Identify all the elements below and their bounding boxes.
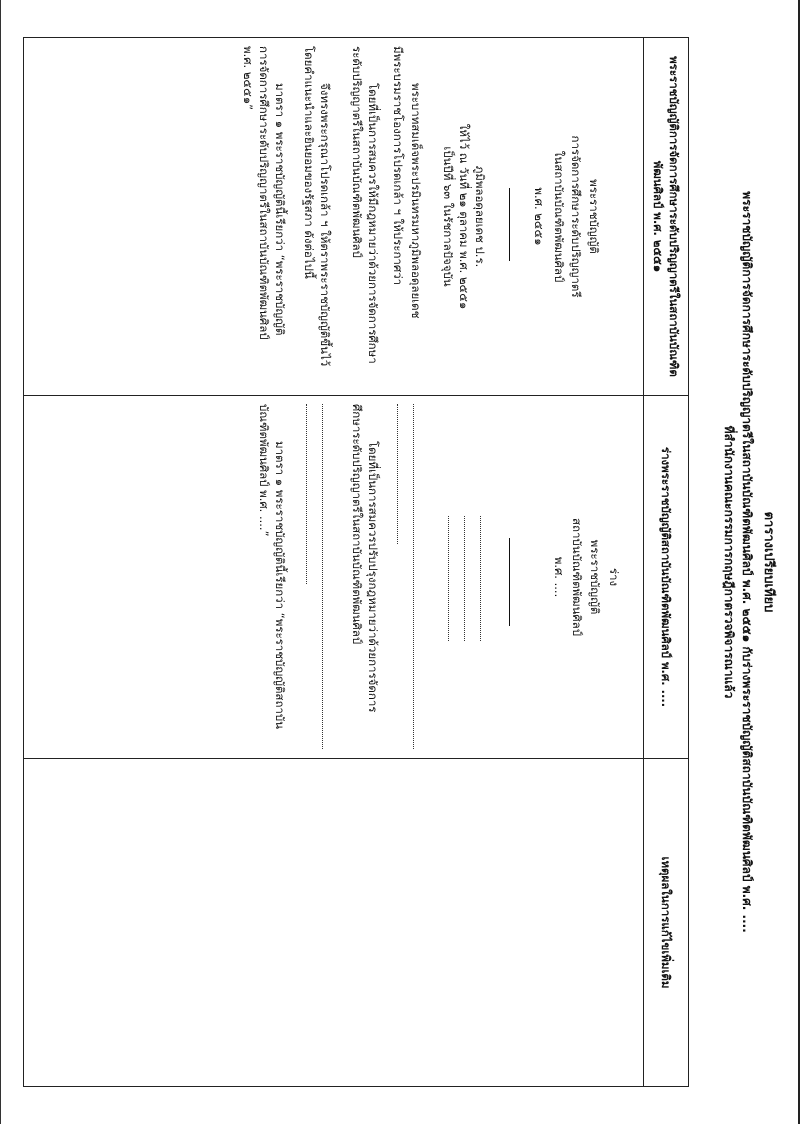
current-act-divider [509,188,510,261]
dotted-line [397,404,398,544]
dotted-line [464,516,465,641]
current-purpose-line-2: ระดับปริญญาตรีในสถาบันบัณฑิตพัฒนศิลป์ [350,46,364,258]
draft-section1-line-2: บัณฑิตพัฒนศิลป์ พ.ศ. ....” [257,404,271,537]
dotted-line [306,404,307,584]
dotted-line [322,404,323,749]
current-act-name-1: การจัดการศึกษาระดับปริญญาตรี [569,135,583,298]
current-act-heading: พระราชบัญญัติ [587,179,601,254]
enact-line-1: จึงทรงพระกรุณาโปรดเกล้า ฯ ให้ตราพระราชบัญญัติขึ้นไว้ [318,83,332,367]
draft-act-divider [509,538,510,626]
col2-header-text: ร่างพระราชบัญญัติสถาบันบัณฑิตพัฒนศิลป์ พ.ศ. .... [659,446,673,708]
enact-line-2: โดยคำแนะนำและยินยอมของรัฐสภา ดังต่อไปนี้ [302,46,316,279]
col1-header-line-1: พระราชบัญญัติการจัดการศึกษาระดับปริญญาตรีในสถาบันบัณฑิต [667,56,681,377]
column-draft-act [24,396,688,759]
column-header-current-act [643,38,688,395]
draft-purpose-line-2: ศึกษาระดับปริญญาตรีในสถาบันบัณฑิตพัฒนศิลป์ [350,404,364,645]
current-section1-line-2: การจัดการศึกษาระดับปริญญาตรีในสถาบันบัณฑิตพัฒนศิลป์ [257,46,271,340]
current-act-name-2: ในสถาบันบัณฑิตพัฒนศิลป์ [552,150,566,283]
current-act-year: พ.ศ. ๒๕๕๑ [532,187,546,246]
col1-header-line-2: พัฒนศิลป์ พ.ศ. ๒๕๕๑ [651,160,665,273]
document-subtitle [720,40,756,1084]
dotted-line [480,516,481,641]
subtitle-line-2: ที่สำนักงานคณะกรรมการกฤษฎีกาตรวจพิจารณาแล้ว [722,425,736,699]
current-act-reign-year: เป็นปีที่ ๖๓ ในรัชกาลปัจจุบัน [441,146,455,287]
current-act-given-date: ให้ไว้ ณ วันที่ ๒๑ ตุลาคม พ.ศ. ๒๕๕๑ [457,123,471,310]
column-current-act [24,38,688,396]
column-header-reasons [643,759,688,1086]
document-title: ตารางเปรียบเทียบ [761,511,776,613]
current-purpose-line-1: โดยที่เป็นการสมควรให้มีกฎหมายว่าด้วยการจัดการศึกษา [366,83,380,364]
current-section1-line-3: พ.ศ. ๒๕๕๑” [241,46,255,111]
draft-act-heading: พระราชบัญญัติ [588,539,602,615]
dotted-line [448,516,449,641]
draft-section1-line-1: มาตรา ๑ พระราชบัญญัตินี้เรียกว่า “พระราชบัญญัติสถาบัน [273,441,287,730]
current-section1-line-1: มาตรา ๑ พระราชบัญญัตินี้เรียกว่า “พระราชบัญญัติ [273,83,287,336]
royal-command-line-1: พระบาทสมเด็จพระปรมินทรมหาภูมิพลอดุลยเดช [409,83,423,319]
draft-act-name: สถาบันบัณฑิตพัฒนศิลป์ [570,517,584,637]
comparison-table [23,37,689,1087]
col3-header-text: เหตุผลในการแก้ไขเพิ่มเติม [659,856,673,989]
column-reasons [24,759,688,1086]
draft-purpose-line-1: โดยที่เป็นการสมควรปรับปรุงกฎหมายว่าด้วยการจัดการ [366,441,380,713]
current-act-king: ภูมิพลอดุลยเดช ป.ร. [473,165,487,268]
draft-act-year: พ.ศ. .... [552,556,566,598]
royal-command-line-2: มีพระบรมราชโองการโปรดเกล้า ฯ ให้ประกาศว่า [391,46,405,286]
subtitle-line-1: พระราชบัญญัติการจัดการศึกษาระดับปริญญาตรีในสถาบันบัณฑิตพัฒนศิลป์ พ.ศ. ๒๕๕๑ กับร่างพระราชบัญญัติสถาบันบัณฑิตพัฒนศิลป์ พ.ศ. .... [740,191,754,933]
dotted-line [413,404,414,749]
draft-label: ร่าง [607,567,621,587]
column-header-draft-act [643,396,688,758]
